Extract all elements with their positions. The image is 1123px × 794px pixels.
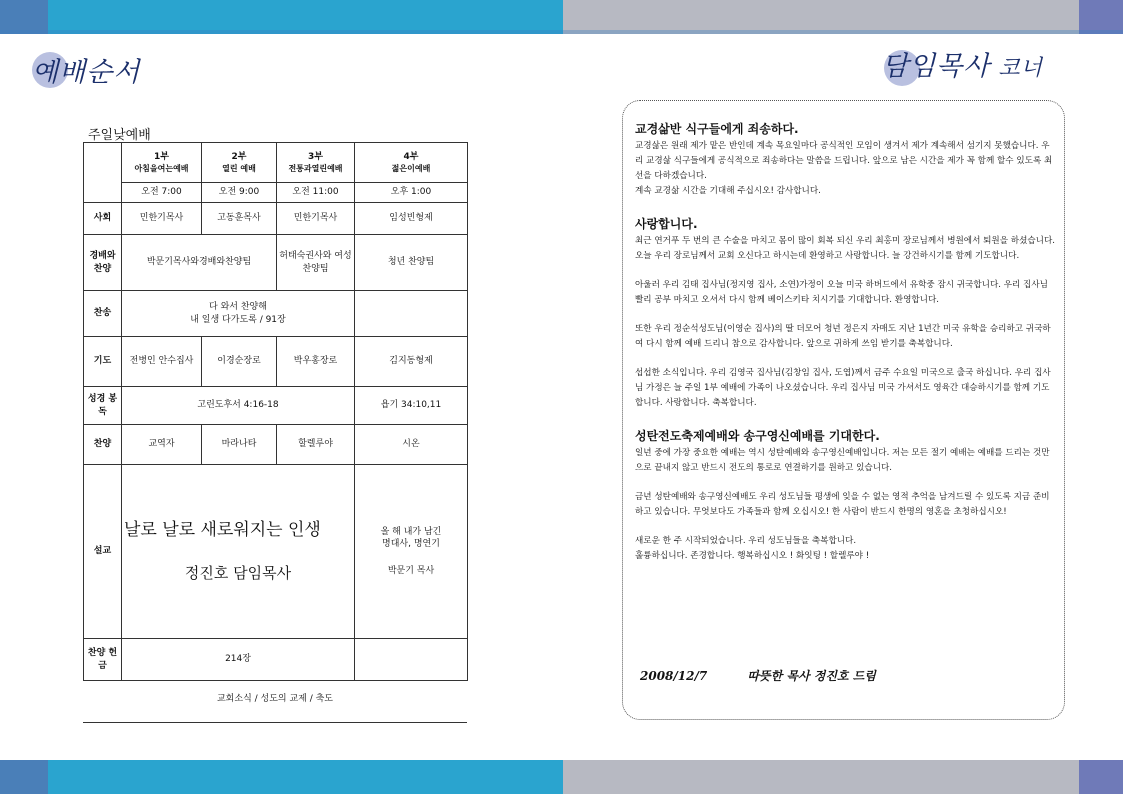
section-3-paragraph-4: 훌륭하십니다. 존경합니다. 행복하십시오 ! 화잇팅 ! 할렐루야 ! [635, 551, 870, 561]
offering-row [84, 639, 468, 681]
choir-3: 할렐루야 [277, 425, 355, 465]
praise-row [84, 235, 468, 291]
sermon-preacher: 정진호 담임목사 [184, 563, 292, 582]
service-2-header: 2부 열린 예배 [202, 143, 277, 183]
scripture-label: 성경 봉독 [84, 387, 122, 425]
bottom-band [0, 760, 1123, 794]
scripture-4: 욥기 34:10,11 [355, 387, 468, 425]
sermon-alt [355, 465, 468, 639]
praise-label: 경배와 찬양 [84, 235, 122, 291]
pastor-corner-title-main: 담임목사 [882, 51, 991, 82]
praise-4: 청년 찬양팀 [355, 235, 468, 291]
service-1-time: 오전 7:00 [122, 183, 202, 203]
choir-1: 교역자 [122, 425, 202, 465]
service-4-time: 오후 1:00 [355, 183, 468, 203]
top-band-left-accent [0, 0, 48, 34]
prayer-1: 전병인 안수집사 [122, 337, 202, 387]
letter-signature [640, 667, 876, 684]
hymn-line-2: 내 일생 다가도록 / 91장 [190, 314, 286, 325]
sermon-alt-line-2: 명대사, 명연기 [382, 539, 440, 550]
hymn-1-3 [122, 291, 355, 337]
scripture-1-3: 고린도후서 4:16-18 [122, 387, 355, 425]
section-3-paragraph-2: 금년 성탄예배와 송구영신예배도 우리 성도님들 평생에 잊을 수 없는 영적 추억을 남겨드릴 수 있도록 지금 준비하고 있습니다. 무엇보다도 가족들과 함께 오십시오! 한 사람이 반드시 한명의 영혼을 초청하십시오! [635, 492, 1050, 517]
section-2-heading: 사랑합니다. [635, 217, 698, 231]
bottom-band-right [563, 760, 1079, 794]
leader-label: 사회 [84, 203, 122, 235]
service-3-header: 3부 전통과열린예배 [277, 143, 355, 183]
hymn-4 [355, 291, 468, 337]
section-2-paragraph-2: 아울러 우리 김태 집사님(정지영 집사, 소연)가정이 오늘 미국 하버드에서 유학중 잠시 귀국합니다. 우리 집사님 빨리 공부 마치고 오셔서 다시 함께 베이스키타 치시기를 기대합니다. 환영합니다. [635, 280, 1048, 305]
praise-3: 허태숙권사와 여성찬양팀 [277, 235, 355, 291]
choir-4: 시온 [355, 425, 468, 465]
section-3-paragraph-1: 일년 중에 가장 중요한 예배는 역시 성탄예배와 송구영신예배입니다. 저는 모든 절기 예배는 예배를 드리는 것만으로 끝내지 않고 반드시 전도의 통로로 연결하기를 원하고 있습니다. [635, 448, 1050, 473]
hymn-row [84, 291, 468, 337]
choir-row [84, 425, 468, 465]
sermon-label: 설교 [84, 465, 122, 639]
worship-order-title: 예배순서 [32, 57, 141, 88]
choir-label: 찬양 [84, 425, 122, 465]
section-1-paragraph-1: 교경삶은 원래 제가 맡은 반인데 계속 목요일마다 공식적인 모임이 생겨서 제가 계속해서 섬기지 못했습니다. 우리 교경삶 식구들에게 공식적으로 죄송하다는 말씀을 드립니다. 앞으로 남은 시간을 제가 꼭 함께 할수 있도록 최선을 다하겠습니다. [635, 141, 1053, 181]
leader-2: 고동훈목사 [202, 203, 277, 235]
top-band-right-accent [1079, 0, 1123, 34]
section-2-paragraph-1: 최근 연거푸 두 번의 큰 수술을 마치고 몸이 많이 회복 되신 우리 최홍미 장로님께서 병원에서 퇴원을 하셨습니다. 오늘 우리 장로님께서 교회 오신다고 하시는데 환영하고 사랑합니다. 늘 강건하시기를 함께 기도합니다. [635, 236, 1056, 261]
top-band [0, 0, 1123, 34]
section-3-heading: 성탄전도축제예배와 송구영신예배를 기대한다. [635, 429, 880, 443]
top-band-shadow [0, 30, 1123, 34]
section-1-paragraph-2: 계속 교경삶 시간을 기대해 주십시오! 감사합니다. [635, 186, 821, 196]
praise-1-2: 박문기목사와경배와찬양팀 [122, 235, 277, 291]
pastor-letter [635, 120, 1055, 564]
service-1-header: 1부 아침을여는예배 [122, 143, 202, 183]
top-band-right [563, 0, 1079, 34]
scripture-row [84, 387, 468, 425]
choir-2: 마라나타 [202, 425, 277, 465]
service-4-header: 4부 젊은이예배 [355, 143, 468, 183]
pastor-corner-title-suffix: 코너 [998, 56, 1043, 81]
sermon-alt-preacher: 박문기 목사 [387, 565, 435, 576]
hymn-label: 찬송 [84, 291, 122, 337]
prayer-row [84, 337, 468, 387]
prayer-2: 이경순장로 [202, 337, 277, 387]
section-2-paragraph-4: 섭섭한 소식입니다. 우리 김영국 집사님(김창임 집사, 도엽)께서 금주 수요일 미국으로 출국 하십니다. 우리 집사님 가정은 늘 주일 1부 예배에 가족이 나오셨습니다. 우리 집사님 미국 가셔서도 영육간 대승하시기를 함께 기도합니다. 사랑합니다. 축복합니다. [635, 368, 1051, 408]
offering-4 [355, 639, 468, 681]
offering-1-3: 214장 [122, 639, 355, 681]
pastor-corner-title [882, 44, 1043, 83]
worship-label: 주일낮예배 [88, 128, 151, 143]
bottom-band-right-accent [1079, 760, 1123, 794]
header-corner-cell [84, 143, 122, 203]
service-3-time: 오전 11:00 [277, 183, 355, 203]
prayer-label: 기도 [84, 337, 122, 387]
leader-1: 민한기목사 [122, 203, 202, 235]
section-3-paragraph-3: 새로운 한 주 시작되었습니다. 우리 성도님들을 축복합니다. [635, 536, 857, 546]
section-2-paragraph-3: 또한 우리 정순석성도님(이영순 집사)의 딸 더모어 청년 정은지 자매도 지난 1년간 미국 유학을 승리하고 귀국하여 다시 함께 예배 드리니 참으로 감사합니다. 앞으로 귀하게 쓰임 받기를 축복합니다. [635, 324, 1051, 349]
prayer-4: 김지동형제 [355, 337, 468, 387]
bottom-band-left [48, 760, 563, 794]
leader-3: 민한기목사 [277, 203, 355, 235]
bottom-band-left-accent [0, 760, 48, 794]
section-1-heading: 교경삶반 식구들에게 죄송하다. [635, 122, 799, 136]
sermon-title: 날로 날로 새로워지는 인생 [124, 520, 321, 541]
sermon-alt-line-1: 올 해 내가 남긴 [380, 526, 442, 537]
sermon-main [122, 465, 355, 639]
service-2-time: 오전 9:00 [202, 183, 277, 203]
worship-order-table [83, 142, 468, 681]
signature-text: 따뜻한 목사 정진호 드림 [747, 669, 876, 683]
leader-4: 임성빈형제 [355, 203, 468, 235]
service-time-row [84, 183, 468, 203]
prayer-3: 박우홍장로 [277, 337, 355, 387]
church-news-line: 교회소식 / 성도의 교제 / 축도 [83, 680, 467, 723]
hymn-line-1: 다 와서 찬양해 [209, 301, 267, 312]
sermon-row [84, 465, 468, 639]
signature-date: 2008/12/7 [640, 669, 708, 683]
leader-row [84, 203, 468, 235]
top-band-left [48, 0, 563, 34]
offering-label: 찬양 헌금 [84, 639, 122, 681]
service-header-row [84, 143, 468, 183]
